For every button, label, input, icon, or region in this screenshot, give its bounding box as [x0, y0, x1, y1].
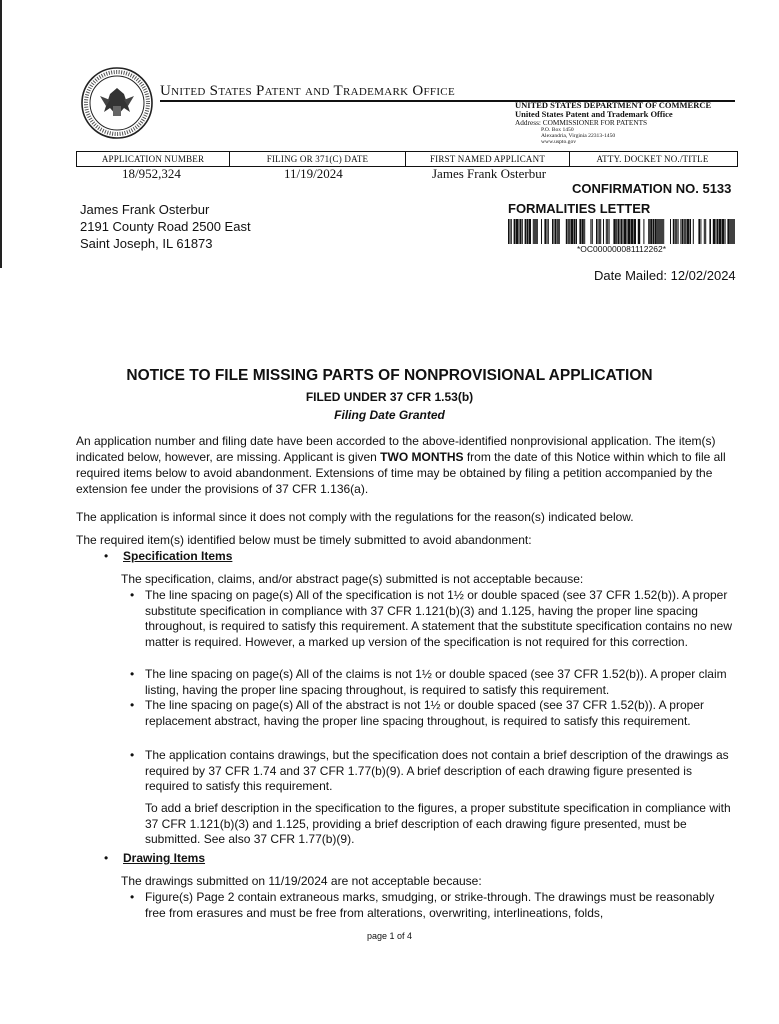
header-first-named-applicant: FIRST NAMED APPLICANT: [429, 154, 546, 164]
department-address-block: [515, 101, 711, 145]
letter-type: FORMALITIES LETTER: [508, 201, 651, 216]
drawing-item-1: Figure(s) Page 2 contain extraneous marks, smudging, or strike-through. The drawings must be reasonably free from erasures and must be free from alterations, overwriting, interlineations, folds,: [145, 890, 715, 920]
dept-line-3: Address: COMMISSIONER FOR PATENTS: [515, 118, 648, 128]
header-application-number: APPLICATION NUMBER: [101, 154, 205, 164]
address-street: 2191 County Road 2500 East: [80, 219, 251, 234]
dept-line-5: Alexandria, Virginia 22313-1450: [541, 133, 616, 140]
address-city: Saint Joseph, IL 61873: [80, 236, 213, 251]
intro-text-1: An application number and filing date have been accorded to the above-identified nonprovisional application. The item(s) indicated below, however, are missing. Applicant is given: [76, 434, 716, 464]
header-atty-docket: ATTY. DOCKET NO./TITLE: [596, 154, 709, 164]
application-info-table: [76, 151, 738, 167]
spec-item-bullet: •: [130, 748, 135, 762]
required-items-paragraph: The required item(s) identified below must be timely submitted to avoid abandonment:: [76, 533, 532, 547]
mailing-address: [80, 201, 251, 252]
spec-item-bullet: •: [130, 667, 135, 681]
drawing-intro: The drawings submitted on 11/19/2024 are not acceptable because:: [121, 874, 482, 888]
intro-deadline: TWO MONTHS: [380, 450, 464, 464]
intro-paragraph: [76, 433, 736, 497]
header-filing-date: FILING OR 371(C) DATE: [266, 154, 369, 164]
address-name: James Frank Osterbur: [80, 202, 210, 217]
uspto-seal-icon: [80, 66, 154, 140]
barcode-image: [508, 219, 735, 244]
application-number-value: 18/952,324: [122, 166, 181, 181]
notice-subtitle: FILED UNDER 37 CFR 1.53(b): [305, 390, 474, 404]
spec-item-1: The line spacing on page(s) All of the specification is not 1½ or double spaced (see 37 CFR 1.52(b)). A proper substitute specification in compliance with 37 CFR 1.121(b)(3) and 1.125, having the proper line spacing throughout, is required to satisfy this requirement. A statement that the substitute specification contains no new matter is required. However, a marked up version of the specification is not required for this correction.: [145, 588, 732, 649]
page-edge-line: [0, 0, 2, 268]
spec-bullet: •: [104, 549, 109, 563]
spec-item-2: The line spacing on page(s) All of the claims is not 1½ or double spaced (see 37 CFR 1.52(b)). A proper claim listing, having the proper line spacing throughout, is required to satisfy this requirement.: [145, 667, 727, 697]
spec-item-4: The application contains drawings, but the specification does not contain a brief description of the drawings as required by 37 CFR 1.74 and 37 CFR 1.77(b)(9). A brief description of each drawing figure presented is required to satisfy this requirement.: [145, 748, 729, 793]
notice-status: Filing Date Granted: [334, 408, 445, 422]
office-name: United States Patent and Trademark Office: [160, 83, 455, 99]
spec-item-4-note: To add a brief description in the specification to the figures, a proper substitute specification in compliance with 37 CFR 1.121(b)(3) and 1.125, providing a brief description of each drawing figure presented, must be submitted. See also 37 CFR 1.77(b)(9).: [145, 801, 731, 846]
notice-title: NOTICE TO FILE MISSING PARTS OF NONPROVISIONAL APPLICATION: [126, 367, 653, 384]
page-number: page 1 of 4: [366, 931, 413, 941]
first-named-applicant-value: James Frank Osterbur: [432, 166, 547, 181]
barcode-text: *OC000000081112262*: [576, 244, 666, 254]
dept-line-6: www.uspto.gov: [541, 139, 577, 146]
date-mailed: Date Mailed: 12/02/2024: [594, 268, 736, 283]
drawing-item-bullet: •: [130, 890, 135, 904]
spec-intro: The specification, claims, and/or abstract page(s) submitted is not acceptable because:: [121, 572, 584, 586]
intro-text-2: from the date of this Notice within which to file all required items below to avoid abandonment. Extensions of time may be obtained by filing a petition accompanied by the extension fee under the provisions of 37 CFR 1.136(a).: [76, 450, 726, 496]
drawing-bullet: •: [104, 851, 109, 865]
confirmation-number: CONFIRMATION NO. 5133: [572, 181, 732, 196]
dept-line-4: P.O. Box 1450: [541, 127, 574, 134]
dept-line-2: United States Patent and Trademark Office: [515, 109, 673, 120]
spec-item-3: The line spacing on page(s) All of the abstract is not 1½ or double spaced (see 37 CFR 1.52(b)). A proper replacement abstract, having the proper line spacing throughout, is required to satisfy this requirement.: [145, 698, 704, 728]
spec-item-bullet: •: [130, 588, 135, 602]
filing-date-value: 11/19/2024: [284, 166, 343, 181]
drawing-heading: Drawing Items: [123, 851, 206, 865]
spec-heading: Specification Items: [123, 549, 233, 563]
informal-paragraph: The application is informal since it does not comply with the regulations for the reason(s) indicated below.: [76, 510, 634, 524]
dept-line-1: UNITED STATES DEPARTMENT OF COMMERCE: [515, 100, 712, 110]
spec-item-bullet: •: [130, 698, 135, 712]
